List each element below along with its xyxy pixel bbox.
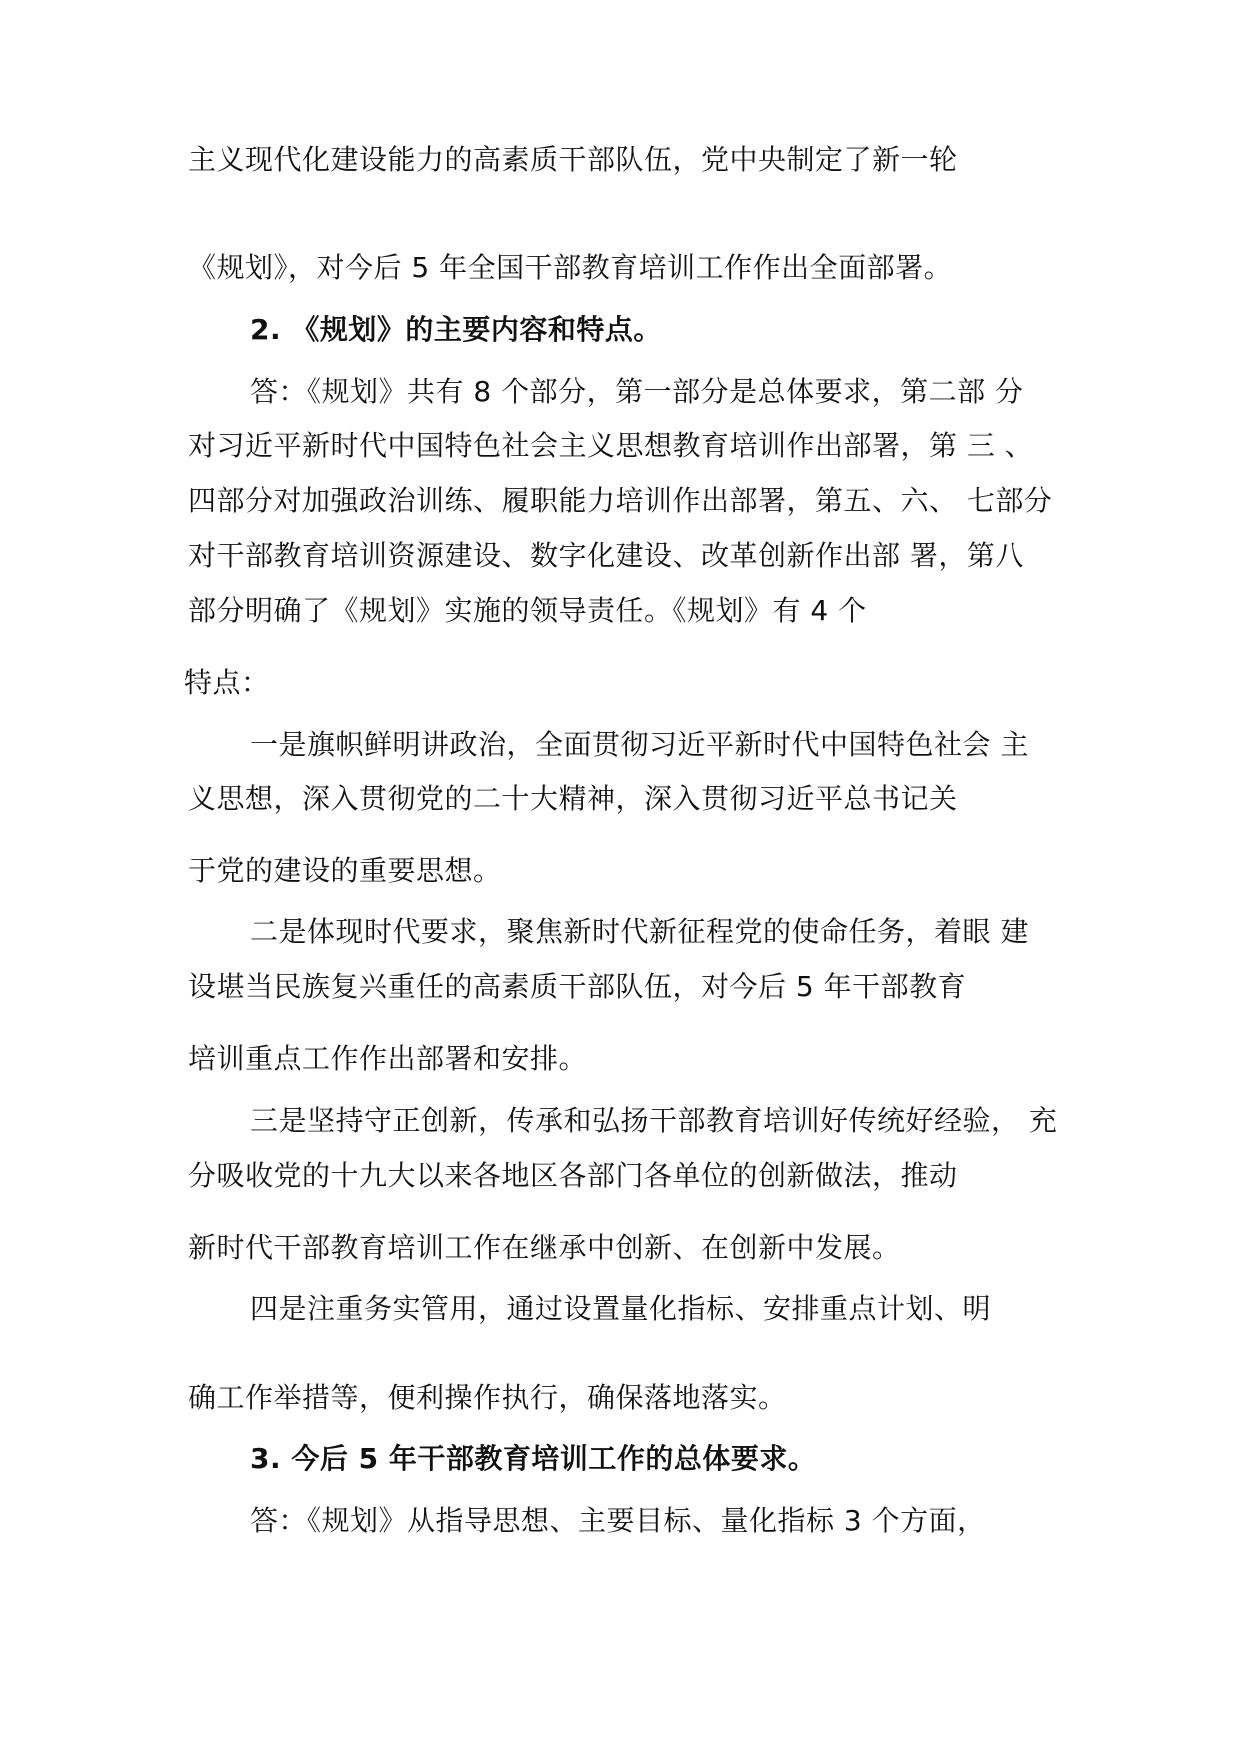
text-line: 答：《规划》共有 8 个部分，第一部分是总体要求，第二部 分 [250, 375, 1024, 408]
text-line: 部分明确了《规划》实施的领导责任。《规划》有 4 个 [188, 594, 867, 627]
text-line: 特点： [184, 666, 270, 699]
text-line: 主义现代化建设能力的高素质干部队伍，党中央制定了新一轮 [188, 143, 958, 176]
text-line: 答：《规划》从指导思想、主要目标、量化指标 3 个方面， [250, 1504, 986, 1537]
text-line: 对习近平新时代中国特色社会主义思想教育培训作出部署，第 三 、 [188, 429, 1034, 462]
text-line: 一是旗帜鲜明讲政治，全面贯彻习近平新时代中国特色社会 主 [250, 728, 1029, 761]
text-line: 新时代干部教育培训工作在继承中创新、在创新中发展。 [188, 1231, 901, 1264]
text-line: 于党的建设的重要思想。 [188, 854, 502, 887]
text-line: 《规划》，对今后 5 年全国干部教育培训工作作出全面部署。 [188, 251, 953, 284]
text-line: 分吸收党的十九大以来各地区各部门各单位的创新做法，推动 [188, 1159, 958, 1192]
text-line: 二是体现时代要求，聚焦新时代新征程党的使命任务，着眼 建 [250, 915, 1029, 948]
text-line: 设堪当民族复兴重任的高素质干部队伍，对今后 5 年干部教育 [188, 970, 967, 1003]
text-line: 四是注重务实管用，通过设置量化指标、安排重点计划、明 [250, 1292, 992, 1325]
text-line: 培训重点工作作出部署和安排。 [188, 1042, 588, 1075]
section-heading: 2. 《规划》的主要内容和特点。 [250, 313, 662, 346]
text-line: 确工作举措等，便利操作执行，确保落地落实。 [188, 1381, 787, 1414]
section-heading: 3. 今后 5 年干部教育培训工作的总体要求。 [250, 1442, 817, 1475]
text-line: 四部分对加强政治训练、履职能力培训作出部署，第五、六、 七部分 [188, 484, 1053, 517]
text-line: 三是坚持守正创新，传承和弘扬干部教育培训好传统好经验， 充 [250, 1104, 1058, 1137]
text-line: 对干部教育培训资源建设、数字化建设、改革创新作出部 署，第八 [188, 539, 1024, 572]
text-line: 义思想，深入贯彻党的二十大精神，深入贯彻习近平总书记关 [188, 782, 958, 815]
